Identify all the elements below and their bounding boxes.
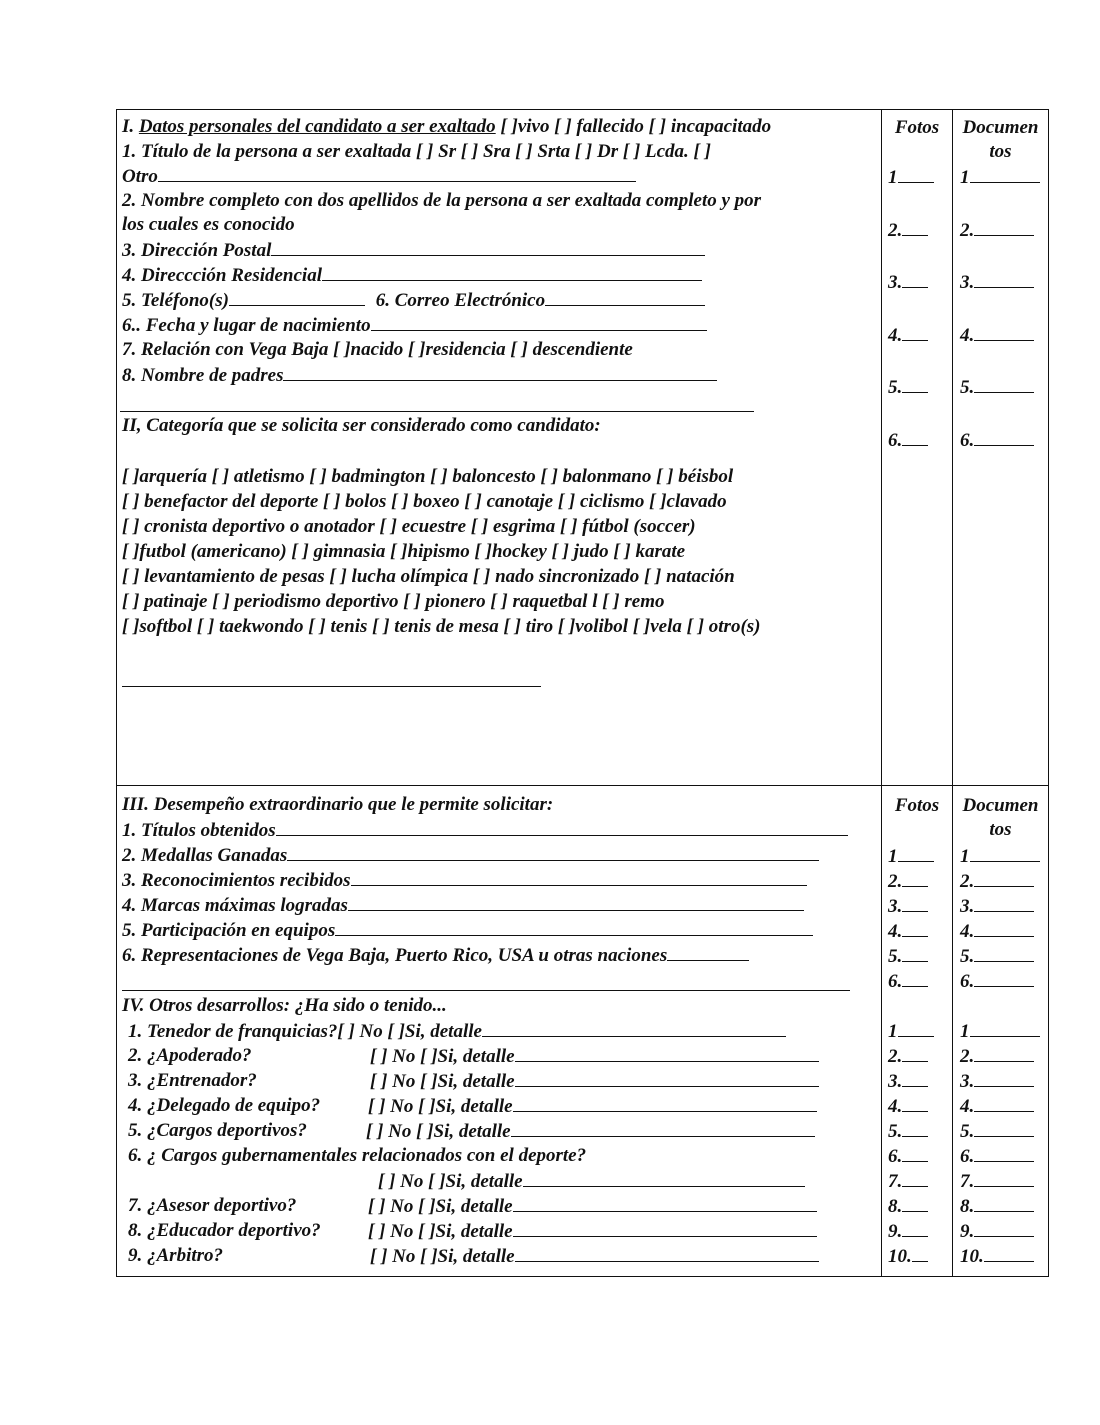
documentos-count-field[interactable]: [960, 1120, 1034, 1143]
yes-no-options[interactable]: [ ] No [ ]Si, detalle: [370, 1046, 515, 1067]
count-number: 6.: [960, 429, 975, 451]
q-arbitro-blank[interactable]: [515, 1245, 819, 1262]
count-number: 5.: [960, 377, 975, 398]
count-blank[interactable]: [974, 895, 1034, 912]
count-blank[interactable]: [902, 1095, 928, 1112]
section3-heading: III. Desempeño extraordinario que le permite solicitar:: [122, 794, 554, 815]
count-number: 6.: [960, 1146, 975, 1167]
max-marks-blank[interactable]: [348, 894, 804, 911]
yes-no-options[interactable]: [ ] No [ ]Si, detalle: [378, 1171, 523, 1192]
count-number: 2.: [960, 1046, 975, 1067]
count-blank[interactable]: [902, 1120, 928, 1137]
count-number: 2.: [888, 1046, 903, 1067]
section1-heading-status: [ ]vivo [ ] fallecido [ ] incapacitado: [500, 116, 772, 137]
section1-heading-prefix: I.: [122, 116, 135, 137]
documentos-count-field[interactable]: [960, 1145, 1034, 1168]
documentos-count-field[interactable]: [960, 1020, 1040, 1043]
count-number: 5.: [888, 1121, 903, 1142]
yes-no-options[interactable]: [ ] No [ ]Si, detalle: [368, 1196, 513, 1217]
fotos-count-field[interactable]: [888, 920, 928, 943]
documentos-count-field[interactable]: [960, 920, 1034, 943]
q-educador-label: 8. ¿Educador deportivo?: [128, 1220, 321, 1241]
fotos-count-field[interactable]: [888, 895, 928, 918]
documentos-count-field[interactable]: [960, 1070, 1034, 1093]
q-apoderado-blank[interactable]: [515, 1045, 819, 1062]
count-number: 1: [960, 167, 970, 188]
count-blank[interactable]: [974, 1145, 1034, 1162]
count-number: 9.: [888, 1221, 903, 1242]
count-blank[interactable]: [912, 1245, 928, 1262]
documentos-count-field[interactable]: [960, 219, 1034, 242]
medals-blank[interactable]: [287, 844, 819, 861]
residential-address-blank[interactable]: [322, 264, 702, 281]
column-divider-fotos: [881, 109, 882, 1276]
representations-field[interactable]: [122, 944, 749, 967]
count-blank[interactable]: [974, 970, 1034, 987]
documentos-count-field[interactable]: [960, 271, 1034, 294]
other-title-field[interactable]: [122, 165, 636, 188]
count-blank[interactable]: [974, 271, 1034, 288]
q-delegado-blank[interactable]: [513, 1095, 817, 1112]
q-gubernamentales-label: 6. ¿ Cargos gubernamentales relacionados con el deporte?: [128, 1145, 587, 1166]
count-number: 2.: [960, 871, 975, 892]
medals-label: 2. Medallas Ganadas: [122, 845, 288, 866]
documentos-header-part1: Documen: [962, 795, 1039, 816]
residential-address-field[interactable]: [122, 264, 702, 287]
full-name-label: 2. Nombre completo con dos apellidos de la persona a ser exaltada completo y por: [122, 190, 762, 211]
count-number: 7.: [960, 1171, 975, 1192]
yes-no-options[interactable]: [ ] No [ ]Si, detalle: [370, 1071, 515, 1092]
section1-heading: [122, 116, 771, 138]
full-name-label-cont: los cuales es conocido: [122, 214, 295, 235]
count-blank[interactable]: [898, 845, 934, 862]
count-number: 10.: [888, 1246, 912, 1267]
section4-heading: IV. Otros desarrollos: ¿Ha sido o tenido...: [122, 995, 447, 1016]
count-number: 5.: [888, 946, 903, 967]
q-entrenador-blank[interactable]: [515, 1070, 819, 1087]
q-arbitro-label: 9. ¿Arbitro?: [128, 1245, 224, 1266]
category-line[interactable]: [ ] patinaje [ ] periodismo deportivo [ ] pionero [ ] raquetbal l [ ] remo: [122, 591, 665, 612]
count-number: 4.: [888, 921, 903, 942]
representations-label: 6. Representaciones de Vega Baja, Puerto Rico, USA u otras naciones: [122, 945, 668, 966]
q-delegado-options[interactable]: [368, 1095, 817, 1118]
fotos-count-field[interactable]: [888, 1020, 934, 1043]
documentos-header-bottom: [953, 794, 1048, 842]
count-number: 4.: [888, 1096, 903, 1117]
count-number: 2.: [888, 871, 903, 892]
titles-field[interactable]: [122, 819, 848, 842]
teams-blank[interactable]: [335, 919, 813, 936]
documentos-count-field[interactable]: [960, 870, 1034, 893]
count-number: 3.: [960, 272, 975, 293]
fotos-count-field[interactable]: [888, 1220, 928, 1243]
fotos-count-field[interactable]: [888, 271, 928, 294]
fotos-count-field[interactable]: [888, 1095, 928, 1118]
column-divider-documentos: [952, 109, 953, 1276]
other-title-blank[interactable]: [158, 165, 636, 182]
count-blank[interactable]: [974, 1195, 1034, 1212]
email-label: 6. Correo Electrónico: [375, 290, 546, 311]
count-blank[interactable]: [970, 1020, 1040, 1037]
q-educador-blank[interactable]: [513, 1220, 817, 1237]
teams-label: 5. Participación en equipos: [122, 920, 336, 941]
q-apoderado-options[interactable]: [370, 1045, 819, 1068]
q-franchise-blank[interactable]: [482, 1020, 786, 1037]
max-marks-field[interactable]: [122, 894, 804, 917]
documentos-count-field[interactable]: [960, 945, 1034, 968]
fotos-count-field[interactable]: [888, 1170, 928, 1193]
documentos-count-field[interactable]: [960, 970, 1034, 993]
count-blank[interactable]: [902, 970, 928, 987]
fotos-count-field[interactable]: [888, 870, 928, 893]
count-blank[interactable]: [974, 1070, 1034, 1087]
table-bottom-border: [116, 1276, 1049, 1277]
table-right-border: [1048, 109, 1049, 1276]
count-blank[interactable]: [902, 1220, 928, 1237]
count-number: 5.: [960, 1121, 975, 1142]
documentos-count-field[interactable]: [960, 895, 1034, 918]
count-blank[interactable]: [902, 870, 928, 887]
fotos-count-field[interactable]: [888, 429, 928, 452]
count-number: 4.: [888, 324, 903, 346]
q-cargos-options[interactable]: [366, 1120, 815, 1143]
q-educador-options[interactable]: [368, 1220, 817, 1243]
count-blank[interactable]: [902, 1045, 928, 1062]
count-blank[interactable]: [974, 870, 1034, 887]
count-blank[interactable]: [902, 219, 928, 236]
count-blank[interactable]: [902, 945, 928, 962]
q-cargos-blank[interactable]: [511, 1120, 815, 1137]
birth-blank[interactable]: [371, 314, 707, 331]
q-gubernamentales-options[interactable]: [378, 1170, 805, 1193]
yes-no-options[interactable]: [ ] No [ ]Si, detalle: [366, 1121, 511, 1142]
documentos-header-part2: tos: [989, 141, 1012, 162]
fotos-count-field[interactable]: [888, 1145, 928, 1168]
count-blank[interactable]: [902, 1195, 928, 1212]
fotos-count-field[interactable]: [888, 1070, 928, 1093]
section1-heading-title: Datos personales del candidato a ser exaltado: [138, 116, 496, 137]
category-line[interactable]: [ ] cronista deportivo o anotador [ ] ecuestre [ ] esgrima [ ] fútbol (soccer): [122, 516, 696, 537]
count-number: 8.: [888, 1196, 903, 1217]
count-number: 4.: [960, 1096, 975, 1117]
count-blank[interactable]: [902, 895, 928, 912]
documentos-count-field[interactable]: [960, 1045, 1034, 1068]
count-blank[interactable]: [902, 1170, 928, 1187]
medals-field[interactable]: [122, 844, 819, 867]
count-blank[interactable]: [974, 219, 1034, 236]
documentos-count-field[interactable]: [960, 1195, 1034, 1218]
count-number: 3.: [888, 1071, 903, 1092]
fotos-count-field[interactable]: [888, 1195, 928, 1218]
count-blank[interactable]: [974, 1095, 1034, 1112]
documentos-count-field[interactable]: [960, 166, 1040, 189]
count-number: 8.: [960, 1196, 975, 1217]
count-blank[interactable]: [902, 429, 928, 446]
count-blank[interactable]: [902, 324, 928, 341]
count-blank[interactable]: [974, 429, 1034, 446]
count-number: 1: [888, 846, 898, 867]
representations-blank[interactable]: [667, 944, 749, 961]
residential-address-label: 4. Direccción Residencial: [122, 265, 322, 286]
count-blank[interactable]: [974, 945, 1034, 962]
documentos-count-field[interactable]: [960, 1245, 1034, 1268]
yes-no-options[interactable]: [ ] No [ ]Si, detalle: [370, 1246, 515, 1267]
count-blank[interactable]: [984, 1245, 1034, 1262]
fotos-header-bottom: Fotos: [894, 795, 940, 816]
count-blank[interactable]: [898, 1020, 934, 1037]
count-number: 5.: [888, 377, 903, 398]
postal-address-field[interactable]: [122, 239, 705, 262]
phone-blank[interactable]: [229, 289, 365, 306]
titles-label: 1. Títulos obtenidos: [122, 820, 276, 841]
count-number: 1: [888, 167, 898, 188]
count-number: 1: [960, 846, 970, 867]
q-franchise[interactable]: [128, 1020, 786, 1043]
fotos-count-field[interactable]: [888, 166, 934, 189]
q-asesor-blank[interactable]: [513, 1195, 817, 1212]
postal-address-blank[interactable]: [271, 239, 705, 256]
parents-field[interactable]: [122, 364, 717, 387]
phone-email-field[interactable]: [122, 289, 705, 312]
count-blank[interactable]: [902, 1070, 928, 1087]
documentos-count-field[interactable]: [960, 429, 1034, 452]
other-category-blank[interactable]: [122, 686, 541, 687]
count-number: 4.: [960, 324, 975, 346]
fotos-count-field[interactable]: [888, 970, 928, 993]
category-line[interactable]: [ ]softbol [ ] taekwondo [ ] tenis [ ] tenis de mesa [ ] tiro [ ]volibol [ ]vela [ ] otro(s): [122, 616, 761, 637]
q-delegado-label: 4. ¿Delegado de equipo?: [128, 1095, 321, 1116]
count-number: 5.: [960, 946, 975, 967]
fotos-count-field[interactable]: [888, 1120, 928, 1143]
count-blank[interactable]: [902, 271, 928, 288]
documentos-header-part1: Documen: [962, 117, 1039, 138]
count-blank[interactable]: [974, 1045, 1034, 1062]
documentos-count-field[interactable]: [960, 1220, 1034, 1243]
count-number: 3.: [888, 272, 903, 293]
count-number: 2.: [960, 219, 975, 241]
count-number: 1: [888, 1021, 898, 1042]
fotos-count-field[interactable]: [888, 324, 928, 347]
fotos-header-top: Fotos: [894, 117, 940, 138]
section-divider: [116, 785, 1049, 786]
representations-blank-2[interactable]: [122, 990, 850, 991]
fotos-count-field[interactable]: [888, 376, 928, 399]
teams-field[interactable]: [122, 919, 813, 942]
section2-heading: II, Categoría que se solicita ser considerado como candidato:: [122, 415, 601, 436]
postal-address-label: 3. Dirección Postal: [122, 240, 272, 261]
category-line[interactable]: [ ]arquería [ ] atletismo [ ] badmington [ ] baloncesto [ ] balonmano [ ] béisbol: [122, 466, 734, 487]
recognitions-label: 3. Reconocimientos recibidos: [122, 870, 351, 891]
count-blank[interactable]: [902, 376, 928, 393]
fotos-count-field[interactable]: [888, 845, 934, 868]
count-blank[interactable]: [902, 920, 928, 937]
count-blank[interactable]: [974, 324, 1034, 341]
count-blank[interactable]: [974, 1220, 1034, 1237]
count-blank[interactable]: [970, 845, 1040, 862]
q-arbitro-options[interactable]: [370, 1245, 819, 1268]
birth-field[interactable]: [122, 314, 707, 337]
count-blank[interactable]: [970, 166, 1040, 183]
title-field-line[interactable]: 1. Título de la persona a ser exaltada [ ] Sr [ ] Sra [ ] Srta [ ] Dr [ ] Lcda. [ ]: [122, 141, 711, 162]
q-cargos-label: 5. ¿Cargos deportivos?: [128, 1120, 307, 1141]
documentos-header-top: [953, 116, 1048, 164]
fotos-count-field[interactable]: [888, 219, 928, 242]
q-asesor-label: 7. ¿Asesor deportivo?: [128, 1195, 297, 1216]
fotos-count-field[interactable]: [888, 945, 928, 968]
count-number: 6.: [888, 971, 903, 992]
birth-label: 6.. Fecha y lugar de nacimiento: [122, 315, 371, 336]
count-number: 2.: [888, 219, 903, 241]
documentos-count-field[interactable]: [960, 1170, 1034, 1193]
count-number: 10.: [960, 1246, 984, 1267]
table-top-border: [116, 109, 1049, 110]
fotos-count-field[interactable]: [888, 1245, 928, 1268]
titles-blank[interactable]: [276, 819, 848, 836]
phone-label: 5. Teléfono(s): [122, 290, 229, 311]
documentos-count-field[interactable]: [960, 1095, 1034, 1118]
count-number: 6.: [960, 971, 975, 992]
count-blank[interactable]: [898, 166, 934, 183]
count-blank[interactable]: [974, 920, 1034, 937]
count-blank[interactable]: [974, 1170, 1034, 1187]
fotos-count-field[interactable]: [888, 1045, 928, 1068]
q-gubernamentales-blank[interactable]: [523, 1170, 805, 1187]
count-number: 6.: [888, 429, 903, 451]
category-line[interactable]: [ ] benefactor del deporte [ ] bolos [ ] boxeo [ ] canotaje [ ] ciclismo [ ]clavado: [122, 491, 727, 512]
max-marks-label: 4. Marcas máximas logradas: [122, 895, 348, 916]
count-number: 3.: [888, 896, 903, 917]
documentos-header-part2: tos: [989, 819, 1012, 840]
q-apoderado-label: 2. ¿Apoderado?: [128, 1045, 252, 1066]
parents-blank[interactable]: [283, 364, 717, 381]
recognitions-field[interactable]: [122, 869, 807, 892]
parents-label: 8. Nombre de padres: [122, 365, 284, 386]
yes-no-options[interactable]: [ ] No [ ]Si, detalle: [368, 1221, 513, 1242]
count-number: 1: [960, 1021, 970, 1042]
count-number: 9.: [960, 1221, 975, 1242]
q-asesor-options[interactable]: [368, 1195, 817, 1218]
count-number: 4.: [960, 921, 975, 942]
documentos-count-field[interactable]: [960, 324, 1034, 347]
count-blank[interactable]: [974, 1120, 1034, 1137]
count-number: 3.: [960, 1071, 975, 1092]
relation-vega-baja[interactable]: 7. Relación con Vega Baja [ ]nacido [ ]residencia [ ] descendiente: [122, 339, 633, 360]
other-title-label: Otro: [122, 166, 158, 187]
category-line[interactable]: [ ]futbol (americano) [ ] gimnasia [ ]hipismo [ ]hockey [ ] judo [ ] karate: [122, 541, 686, 562]
q-entrenador-options[interactable]: [370, 1070, 819, 1093]
count-number: 3.: [960, 896, 975, 917]
q-entrenador-label: 3. ¿Entrenador?: [128, 1070, 257, 1091]
count-number: 7.: [888, 1171, 903, 1192]
count-blank[interactable]: [974, 376, 1034, 393]
count-blank[interactable]: [902, 1145, 928, 1162]
category-line[interactable]: [ ] levantamiento de pesas [ ] lucha olímpica [ ] nado sincronizado [ ] natación: [122, 566, 735, 587]
documentos-count-field[interactable]: [960, 376, 1034, 399]
q-franchise-label: 1. Tenedor de franquicias?[ ] No [ ]Si, detalle: [128, 1021, 482, 1042]
section1-end-line: [120, 411, 754, 412]
email-blank[interactable]: [545, 289, 705, 306]
documentos-count-field[interactable]: [960, 845, 1040, 868]
table-left-border: [116, 109, 117, 1276]
count-number: 6.: [888, 1146, 903, 1167]
yes-no-options[interactable]: [ ] No [ ]Si, detalle: [368, 1096, 513, 1117]
recognitions-blank[interactable]: [351, 869, 807, 886]
